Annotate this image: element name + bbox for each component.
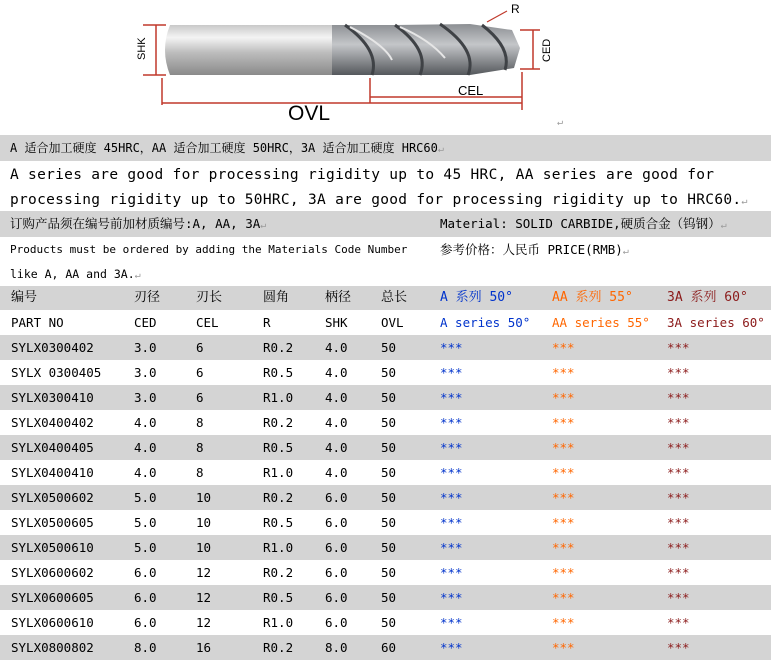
header-ced: CED — [134, 315, 157, 330]
cell-ovl: 50 — [381, 465, 397, 480]
cell-price-a: *** — [440, 490, 463, 505]
header-a-series-cn: A 系列 50° — [440, 290, 513, 305]
header-3a-series: 3A series 60° — [667, 315, 765, 330]
cell-price-a: *** — [440, 440, 463, 455]
header-part-no: PART NO — [11, 315, 64, 330]
label-shk: SHK — [136, 37, 148, 60]
cell-cel: 12 — [196, 615, 212, 630]
end-mill-diagram — [0, 0, 771, 132]
cell-cel: 6 — [196, 340, 204, 355]
cell-part-no: SYLX0600605 — [11, 590, 94, 605]
cell-shk: 8.0 — [325, 640, 348, 655]
cell-ovl: 50 — [381, 515, 397, 530]
label-cel: CEL — [458, 83, 484, 98]
cell-price-3a: *** — [667, 440, 690, 455]
cell-price-3a: *** — [667, 465, 690, 480]
cell-shk: 4.0 — [325, 390, 348, 405]
cell-price-aa: *** — [552, 640, 575, 655]
cell-r: R1.0 — [263, 465, 294, 480]
cell-price-aa: *** — [552, 615, 575, 630]
table-row — [0, 410, 771, 435]
cell-price-aa: *** — [552, 515, 575, 530]
cell-shk: 6.0 — [325, 615, 348, 630]
cell-part-no: SYLX0600610 — [11, 615, 94, 630]
cell-price-aa: *** — [552, 365, 575, 380]
cell-ovl: 50 — [381, 615, 397, 630]
products-note: Products must be ordered by adding the Materials Code Number — [10, 243, 408, 256]
header-part-no-cn: 编号 — [11, 290, 38, 305]
cell-ced: 5.0 — [134, 515, 157, 530]
cell-price-a: *** — [440, 340, 463, 355]
cell-price-3a: *** — [667, 615, 690, 630]
header-ovl: OVL — [381, 315, 404, 330]
cell-cel: 8 — [196, 440, 204, 455]
label-ced: CED — [541, 38, 553, 62]
cell-ced: 5.0 — [134, 490, 157, 505]
cell-price-a: *** — [440, 465, 463, 480]
cell-ovl: 50 — [381, 490, 397, 505]
header-cel: CEL — [196, 315, 219, 330]
cell-cel: 10 — [196, 515, 212, 530]
cell-ced: 4.0 — [134, 415, 157, 430]
order-row — [0, 211, 771, 237]
cell-price-3a: *** — [667, 490, 690, 505]
cell-r: R0.2 — [263, 490, 294, 505]
cell-part-no: SYLX0500610 — [11, 540, 94, 555]
tool-shank — [165, 25, 332, 75]
cell-part-no: SYLX0300402 — [11, 340, 94, 355]
cell-r: R1.0 — [263, 540, 294, 555]
cell-price-aa: *** — [552, 465, 575, 480]
cell-price-aa: *** — [552, 390, 575, 405]
label-ovl: OVL — [288, 102, 331, 125]
cell-price-a: *** — [440, 565, 463, 580]
like-note: like A, AA and 3A.↵ — [10, 267, 141, 281]
cell-cel: 16 — [196, 640, 212, 655]
cell-r: R0.2 — [263, 565, 294, 580]
cell-ovl: 50 — [381, 565, 397, 580]
header-shk: SHK — [325, 315, 348, 330]
cell-price-aa: *** — [552, 540, 575, 555]
cell-price-3a: *** — [667, 515, 690, 530]
header-r-cn: 圆角 — [263, 290, 290, 305]
cell-r: R0.5 — [263, 515, 294, 530]
header-aa-series-cn: AA 系列 55° — [552, 290, 633, 305]
table-row — [0, 460, 771, 485]
cell-price-a: *** — [440, 540, 463, 555]
cell-ovl: 50 — [381, 590, 397, 605]
cell-price-aa: *** — [552, 340, 575, 355]
header-3a-series-cn: 3A 系列 60° — [667, 290, 748, 305]
price-note: 参考价格：人民币 PRICE(RMB)↵ — [440, 242, 629, 257]
cell-r: R0.2 — [263, 640, 294, 655]
cell-price-a: *** — [440, 515, 463, 530]
cell-ced: 5.0 — [134, 540, 157, 555]
cell-price-3a: *** — [667, 540, 690, 555]
cell-price-a: *** — [440, 640, 463, 655]
cell-shk: 6.0 — [325, 565, 348, 580]
cell-ced: 4.0 — [134, 440, 157, 455]
cell-price-a: *** — [440, 415, 463, 430]
cell-price-aa: *** — [552, 440, 575, 455]
table-row — [0, 335, 771, 360]
cell-price-3a: *** — [667, 340, 690, 355]
cell-ovl: 50 — [381, 340, 397, 355]
cell-r: R0.5 — [263, 440, 294, 455]
cell-price-3a: *** — [667, 565, 690, 580]
cell-r: R1.0 — [263, 615, 294, 630]
like-row — [0, 262, 771, 286]
cell-part-no: SYLX0400402 — [11, 415, 94, 430]
cell-shk: 6.0 — [325, 490, 348, 505]
header-r: R — [263, 315, 271, 330]
table-row — [0, 585, 771, 610]
cell-part-no: SYLX0400410 — [11, 465, 94, 480]
cell-shk: 6.0 — [325, 540, 348, 555]
cell-r: R0.5 — [263, 365, 294, 380]
cell-r: R0.5 — [263, 590, 294, 605]
table-row — [0, 560, 771, 585]
cell-cel: 12 — [196, 590, 212, 605]
cell-price-a: *** — [440, 590, 463, 605]
cell-shk: 4.0 — [325, 440, 348, 455]
cell-cel: 8 — [196, 415, 204, 430]
table-row — [0, 635, 771, 660]
header-a-series: A series 50° — [440, 315, 531, 330]
cell-cel: 10 — [196, 540, 212, 555]
cell-ced: 6.0 — [134, 590, 157, 605]
cell-r: R0.2 — [263, 415, 294, 430]
table-row — [0, 360, 771, 385]
label-r: R — [511, 2, 520, 16]
cell-price-a: *** — [440, 365, 463, 380]
cell-cel: 6 — [196, 390, 204, 405]
header-shk-cn: 柄径 — [325, 290, 352, 305]
cell-shk: 4.0 — [325, 465, 348, 480]
paragraph-mark: ↵ — [557, 117, 564, 128]
cell-price-a: *** — [440, 615, 463, 630]
cell-price-a: *** — [440, 390, 463, 405]
cell-ovl: 50 — [381, 540, 397, 555]
material-note: Material: SOLID CARBIDE,硬质合金（钨钢）↵ — [440, 216, 727, 231]
cell-ovl: 50 — [381, 390, 397, 405]
table-row — [0, 485, 771, 510]
table-row — [0, 435, 771, 460]
header-ovl-cn: 总长 — [381, 290, 408, 305]
table-header-cn — [0, 286, 771, 310]
cell-cel: 10 — [196, 490, 212, 505]
cell-price-3a: *** — [667, 415, 690, 430]
table-row — [0, 535, 771, 560]
header-ced-cn: 刃径 — [134, 290, 161, 305]
cell-ced: 6.0 — [134, 565, 157, 580]
cell-ovl: 50 — [381, 440, 397, 455]
cell-part-no: SYLX0300410 — [11, 390, 94, 405]
table-header-en — [0, 310, 771, 335]
cell-ced: 6.0 — [134, 615, 157, 630]
cell-price-aa: *** — [552, 565, 575, 580]
cell-price-3a: *** — [667, 640, 690, 655]
hardness-note-cn: A 适合加工硬度 45HRC，AA 适合加工硬度 50HRC，3A 适合加工硬度 HRC60↵ — [0, 135, 771, 161]
cell-price-aa: *** — [552, 415, 575, 430]
cell-part-no: SYLX0800802 — [11, 640, 94, 655]
cell-r: R1.0 — [263, 390, 294, 405]
table-row — [0, 385, 771, 410]
hardness-note-en: A series are good for processing rigidity up to 45 HRC, AA series are good for processing rigidity up to 50HRC, 3A are good for processing rigidity up to HRC60.↵ — [0, 161, 771, 211]
order-note: 订购产品须在编号前加材质编号:A, AA, 3A↵ — [10, 216, 267, 231]
cell-ced: 3.0 — [134, 390, 157, 405]
cell-price-aa: *** — [552, 590, 575, 605]
cell-shk: 4.0 — [325, 365, 348, 380]
cell-ovl: 50 — [381, 365, 397, 380]
cell-part-no: SYLX 0300405 — [11, 365, 102, 380]
cell-part-no: SYLX0500605 — [11, 515, 94, 530]
cell-cel: 12 — [196, 565, 212, 580]
cell-shk: 6.0 — [325, 590, 348, 605]
cell-ced: 3.0 — [134, 365, 157, 380]
cell-part-no: SYLX0400405 — [11, 440, 94, 455]
cell-ovl: 60 — [381, 640, 397, 655]
price-row — [0, 237, 771, 262]
cell-ced: 3.0 — [134, 340, 157, 355]
cell-ced: 8.0 — [134, 640, 157, 655]
cell-part-no: SYLX0600602 — [11, 565, 94, 580]
cell-price-3a: *** — [667, 390, 690, 405]
cell-r: R0.2 — [263, 340, 294, 355]
cell-part-no: SYLX0500602 — [11, 490, 94, 505]
table-row — [0, 510, 771, 535]
cell-price-3a: *** — [667, 590, 690, 605]
cell-shk: 6.0 — [325, 515, 348, 530]
header-aa-series: AA series 55° — [552, 315, 650, 330]
table-row — [0, 610, 771, 635]
cell-ovl: 50 — [381, 415, 397, 430]
cell-price-3a: *** — [667, 365, 690, 380]
cell-cel: 8 — [196, 465, 204, 480]
header-cel-cn: 刃长 — [196, 290, 223, 305]
cell-shk: 4.0 — [325, 340, 348, 355]
cell-shk: 4.0 — [325, 415, 348, 430]
cell-price-aa: *** — [552, 490, 575, 505]
cell-ced: 4.0 — [134, 465, 157, 480]
cell-cel: 6 — [196, 365, 204, 380]
